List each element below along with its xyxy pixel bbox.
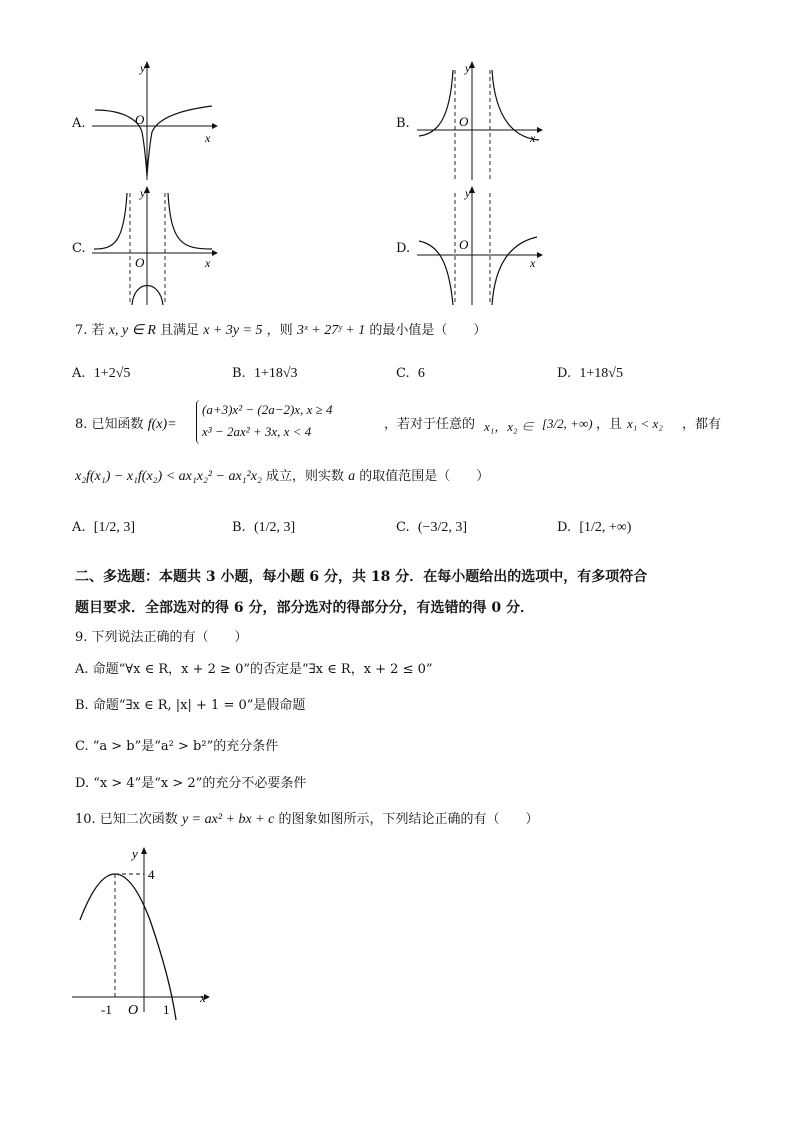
graph-c-y-label: y <box>140 186 146 200</box>
q8-text-b: ，若对于任意的 <box>384 417 476 432</box>
q10-peak-label: 4 <box>148 867 155 882</box>
graph-a-label: A. <box>72 116 86 131</box>
graph-c-x-label: x <box>205 256 211 270</box>
q8-var-a: a <box>348 469 356 484</box>
q7-condition: x + 3y = 5 <box>203 323 263 338</box>
q8-line-2 <box>75 468 489 486</box>
q10-stem-b: 的图象如图所示，下列结论正确的有（ ） <box>278 812 539 827</box>
q10-stem <box>75 811 539 829</box>
q7-text-d: 的最小值是（ ） <box>369 323 487 338</box>
q8-brace <box>196 400 200 444</box>
q7-option-b-value: 1+18√3 <box>253 366 298 381</box>
q8-text-c: ，且 <box>596 417 623 432</box>
q8-inequality: x₂f(x₁) − x₁f(x₂) < ax₁x₂² − ax₁²x₂ <box>75 469 262 484</box>
q8-order: x₁ < x₂ <box>627 416 663 431</box>
q7-option-d: D. 1+18√5 <box>557 366 623 381</box>
q10-x-label: x <box>200 990 206 1005</box>
q8-number: 8. <box>75 417 88 432</box>
q8-interval: [3/2, +∞) <box>542 416 593 431</box>
q9-stem: 9. 下列说法正确的有（ ） <box>75 630 248 645</box>
q9-option-a: A. 命题“∀x ∈ R，x + 2 ≥ 0”的否定是“∃x ∈ R，x + 2 ≤ 0” <box>75 662 433 677</box>
q10-origin: O <box>128 1003 139 1018</box>
graph-a-y-label: y <box>140 61 146 75</box>
q7-option-c: C. 6 <box>396 366 425 381</box>
q7-number: 7. <box>75 323 88 338</box>
graph-b-x-label: x <box>530 131 536 145</box>
q10-y-label: y <box>132 846 138 861</box>
q8-text-d: ，都有 <box>682 417 722 432</box>
q7-vars: x, y ∈ R <box>108 323 156 338</box>
graph-d <box>415 183 545 308</box>
q7-text-a: 若 <box>91 323 105 338</box>
q8-vars: x₁，x₂ ∈ <box>484 419 534 434</box>
q8-text-e: 成立，则实数 <box>265 469 344 484</box>
q10-neg-one-label: -1 <box>101 1002 112 1017</box>
q8-intro <box>75 416 177 434</box>
q10-stem-a: 10. 已知二次函数 <box>75 812 178 827</box>
q8-option-d-value: [1/2, +∞) <box>579 520 632 535</box>
q8-fx: f(x)= <box>147 417 177 432</box>
q8-option-c: C. (−3/2, 3] <box>396 520 467 535</box>
graph-b-y-label: y <box>465 61 471 75</box>
graph-a-x-label: x <box>205 131 211 145</box>
q8-option-b-value: (1/2, 3] <box>253 520 296 535</box>
q10-function: y = ax² + bx + c <box>181 812 275 827</box>
q8-text-f: 的取值范围是（ ） <box>359 469 490 484</box>
q8-option-a: A. [1/2, 3] <box>72 520 136 535</box>
question-7-stem <box>75 322 486 340</box>
q8-option-b: B. (1/2, 3] <box>232 520 296 535</box>
q10-parabola-graph <box>70 842 220 1022</box>
q7-option-c-value: 6 <box>417 366 425 381</box>
graph-c-origin: O <box>135 255 145 270</box>
section-2-heading-line-1: 二、多选题：本题共 3 小题，每小题 6 分，共 18 分．在每小题给出的选项中，有多项符合 <box>75 569 648 585</box>
graph-c <box>90 183 220 308</box>
q9-option-b: B. 命题“∃x ∈ R, |x| + 1 = 0”是假命题 <box>75 698 306 713</box>
graph-a <box>90 58 220 183</box>
q8-case-2: x³ − 2ax² + 3x, x < 4 <box>202 424 312 439</box>
q7-expression: 3ˣ + 27ʸ + 1 <box>296 323 366 338</box>
graph-b-origin: O <box>459 114 469 129</box>
q7-option-a-value: 1+2√5 <box>93 366 131 381</box>
q9-option-c: C. “a > b”是“a² > b²”的充分条件 <box>75 739 279 754</box>
q7-option-a: A. 1+2√5 <box>72 366 131 381</box>
graph-d-label: D. <box>396 241 411 256</box>
q8-case-1: (a+3)x² − (2a−2)x, x ≥ 4 <box>202 402 333 417</box>
q10-one-label: 1 <box>163 1002 170 1017</box>
graph-a-origin: O <box>135 112 145 127</box>
q7-text-b: 且满足 <box>160 323 200 338</box>
graph-d-origin: O <box>459 237 469 252</box>
graph-d-y-label: y <box>465 186 471 200</box>
section-2-heading-line-2: 题目要求．全部选对的得 6 分，部分选对的得部分分，有选错的得 0 分． <box>75 600 534 616</box>
graph-b <box>415 58 545 183</box>
q8-option-d: D. [1/2, +∞) <box>557 520 632 535</box>
q7-option-b: B. 1+18√3 <box>232 366 298 381</box>
q8-option-a-value: [1/2, 3] <box>93 520 136 535</box>
q8-text-a: 已知函数 <box>91 417 144 432</box>
graph-c-label: C. <box>72 241 86 256</box>
q7-text-c: ，则 <box>266 323 293 338</box>
q9-option-d: D. “x > 4”是“x > 2”的充分不必要条件 <box>75 776 307 791</box>
q8-option-c-value: (−3/2, 3] <box>417 520 467 535</box>
q7-option-d-value: 1+18√5 <box>579 366 623 381</box>
graph-d-x-label: x <box>530 256 536 270</box>
graph-b-label: B. <box>396 116 410 131</box>
